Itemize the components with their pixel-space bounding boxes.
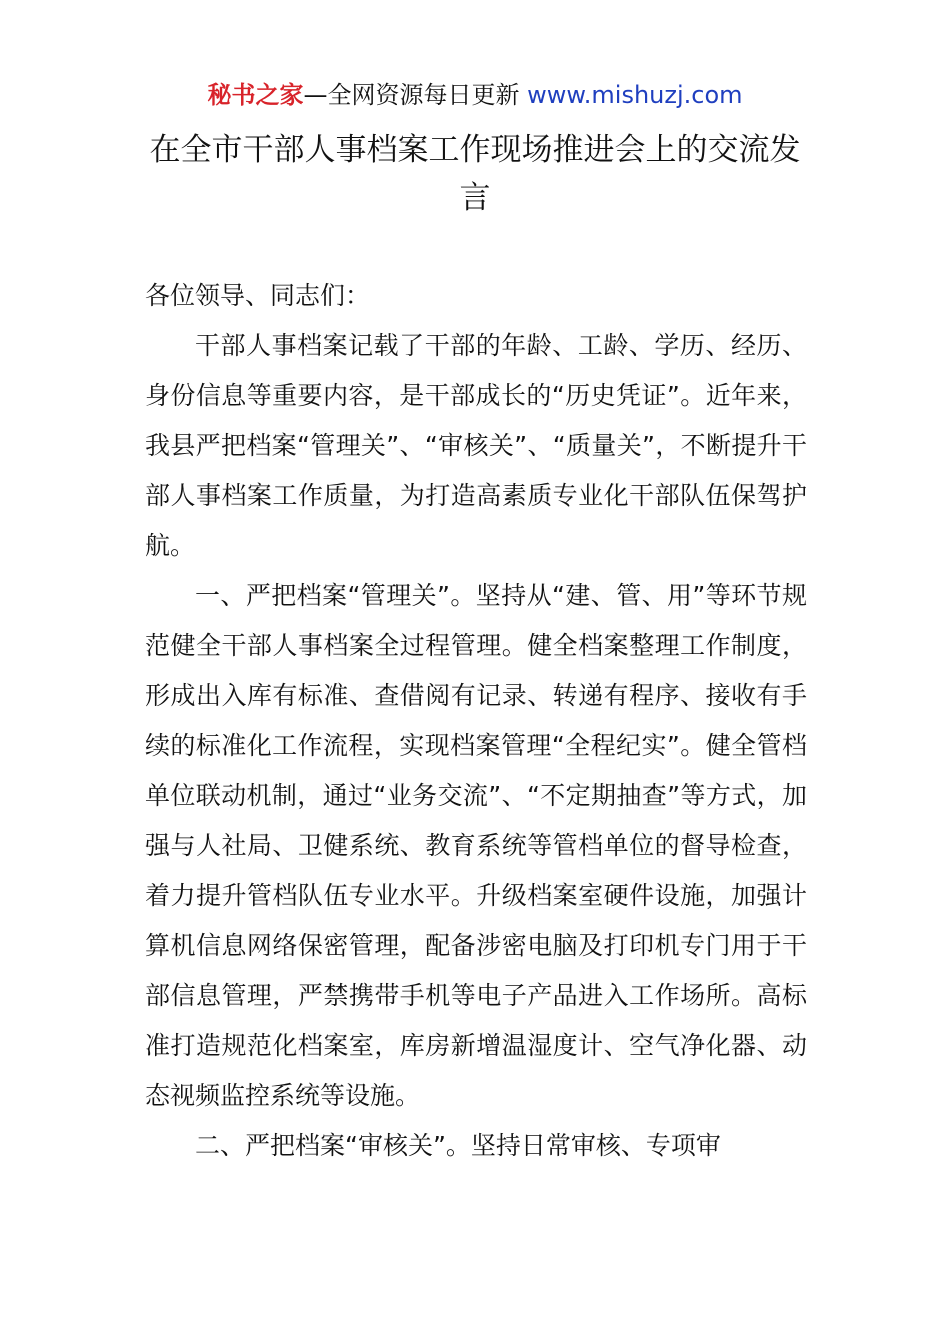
banner-brand: 秘书之家 <box>207 81 304 109</box>
paragraph-intro: 干部人事档案记载了干部的年龄、工龄、学历、经历、身份信息等重要内容，是干部成长的“历史凭证”。近年来，我县严把档案“管理关”、“审核关”、“质量关”，不断提升干部人事档案工作质量，为打造高素质专业化干部队伍保驾护航。 <box>145 331 807 560</box>
banner-tagline: —全网资源每日更新 <box>303 81 528 109</box>
paragraph-section-two: 二、严把档案“审核关”。坚持日常审核、专项审 <box>195 1131 721 1160</box>
document-body <box>145 271 807 1171</box>
site-banner <box>0 78 950 112</box>
paragraph-section-one: 一、严把档案“管理关”。坚持从“建、管、用”等环节规范健全干部人事档案全过程管理。健全档案整理工作制度，形成出入库有标准、查借阅有记录、转递有程序、接收有手续的标准化工作流程，实现档案管理“全程纪实”。健全管档单位联动机制，通过“业务交流”、“不定期抽查”等方式，加强与人社局、卫健系统、教育系统等管档单位的督导检查，着力提升管档队伍专业水平。升级档案室硬件设施，加强计算机信息网络保密管理，配备涉密电脑及打印机专门用于干部信息管理，严禁携带手机等电子产品进入工作场所。高标准打造规范化档案室，库房新增温湿度计、空气净化器、动态视频监控系统等设施。 <box>145 581 807 1110</box>
salutation: 各位领导、同志们： <box>145 281 371 310</box>
banner-url-link[interactable]: www.mishuzj.com <box>527 81 743 109</box>
document-title: 在全市干部人事档案工作现场推进会上的交流发言 <box>149 132 801 216</box>
